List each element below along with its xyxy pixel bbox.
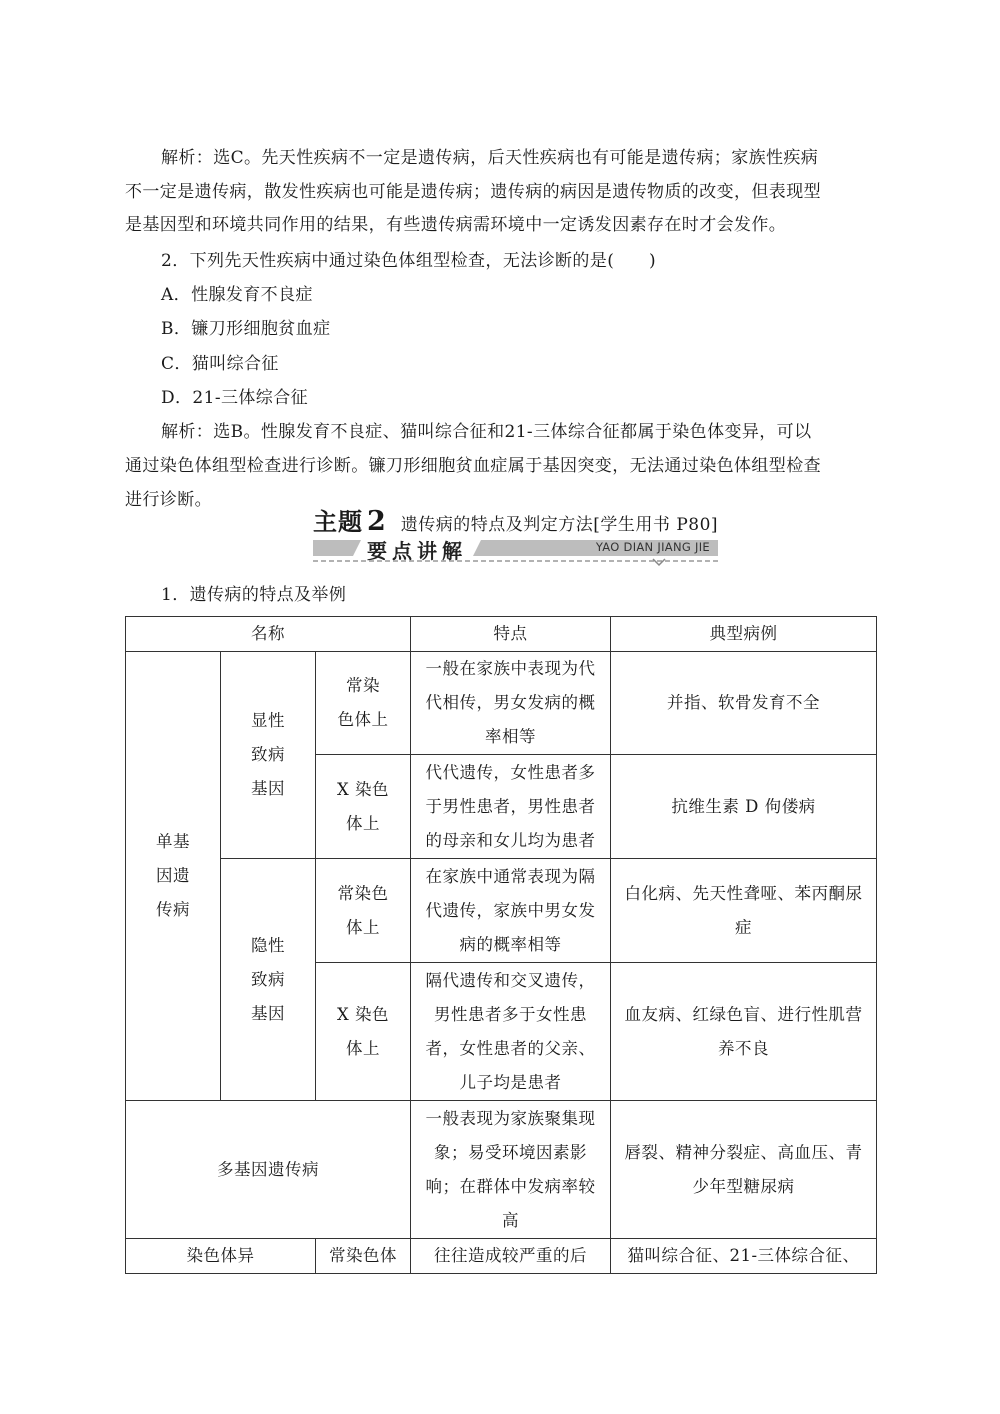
genetic-disease-table	[125, 616, 877, 1274]
analysis2-line-2: 通过染色体组型检查进行诊断。镰刀形细胞贫血症属于基因突变，无法通过染色体组型检查	[125, 456, 821, 476]
analysis2-line-1: 解析：选B。性腺发育不良症、猫叫综合征和21-三体综合征都属于染色体变异，可以	[161, 422, 812, 442]
recessive-x-location: X 染色 体上	[316, 963, 411, 1101]
analysis1-line-3: 是基因型和环境共同作用的结果，有些遗传病需环境中一定诱发因素存在时才会发作。	[125, 215, 787, 235]
topic-subtitle: 遗传病的特点及判定方法[学生用书 P80]	[400, 515, 719, 535]
section-banner	[313, 537, 718, 561]
recessive-autosomal-location: 常染色 体上	[316, 859, 411, 963]
question2-option-c: C．猫叫综合征	[161, 354, 279, 374]
table-row	[126, 1239, 877, 1274]
table-header-row	[126, 617, 877, 652]
recessive-label: 隐性 致病 基因	[221, 859, 316, 1101]
section1-heading: 1．遗传病的特点及举例	[161, 585, 347, 605]
dominant-x-location: X 染色 体上	[316, 755, 411, 859]
polygenic-label: 多基因遗传病	[126, 1101, 411, 1239]
dominant-label: 显性 致病 基因	[221, 652, 316, 859]
dominant-autosomal-location: 常染 色体上	[316, 652, 411, 755]
analysis1-line-1: 解析：选C。先天性疾病不一定是遗传病，后天性疾病也有可能是遗传病；家族性疾病	[161, 148, 819, 168]
recessive-autosomal-feature: 在家族中通常表现为隔 代遗传，家族中男女发 病的概率相等	[411, 859, 611, 963]
chromosomal-sub: 常染色体	[316, 1239, 411, 1274]
question2-option-d: D．21-三体综合征	[161, 388, 309, 408]
table-row	[126, 1101, 877, 1239]
question2-stem: 2．下列先天性疾病中通过染色体组型检查，无法诊断的是( )	[161, 251, 657, 271]
recessive-x-example: 血友病、红绿色盲、进行性肌营 养不良	[611, 963, 877, 1101]
question2-option-a: A．性腺发育不良症	[161, 285, 313, 305]
dominant-autosomal-example: 并指、软骨发育不全	[611, 652, 877, 755]
dominant-autosomal-feature: 一般在家族中表现为代 代相传，男女发病的概 率相等	[411, 652, 611, 755]
single-gene-label: 单基 因遗 传病	[126, 652, 221, 1101]
table-row	[126, 652, 877, 755]
topic-title	[313, 502, 719, 537]
topic-label: 主题	[313, 508, 363, 536]
chromosomal-label: 染色体异	[126, 1239, 316, 1274]
chromosomal-feature: 往往造成较严重的后	[411, 1239, 611, 1274]
topic-number: 2	[367, 506, 387, 537]
question2-option-b: B．镰刀形细胞贫血症	[161, 319, 331, 339]
recessive-autosomal-example: 白化病、先天性聋哑、苯丙酮尿 症	[611, 859, 877, 963]
analysis2-line-3: 进行诊断。	[125, 490, 212, 510]
chromosomal-example: 猫叫综合征、21-三体综合征、	[611, 1239, 877, 1274]
table-row	[126, 859, 877, 963]
header-example: 典型病例	[611, 617, 877, 652]
polygenic-feature: 一般表现为家族聚集现 象；易受环境因素影 响；在群体中发病率较 高	[411, 1101, 611, 1239]
polygenic-example: 唇裂、精神分裂症、高血压、青 少年型糖尿病	[611, 1101, 877, 1239]
recessive-x-feature: 隔代遗传和交叉遗传， 男性患者多于女性患 者，女性患者的父亲、 儿子均是患者	[411, 963, 611, 1101]
dominant-x-feature: 代代遗传，女性患者多 于男性患者，男性患者 的母亲和女儿均为患者	[411, 755, 611, 859]
analysis1-line-2: 不一定是遗传病，散发性疾病也可能是遗传病；遗传病的病因是遗传物质的改变，但表现型	[125, 182, 821, 202]
dominant-x-example: 抗维生素 D 佝偻病	[611, 755, 877, 859]
header-name: 名称	[126, 617, 411, 652]
banner-title-en: YAO DIAN JIANG JIE	[595, 540, 710, 554]
banner-title-cn: 要点讲解	[367, 539, 467, 563]
header-feature: 特点	[411, 617, 611, 652]
